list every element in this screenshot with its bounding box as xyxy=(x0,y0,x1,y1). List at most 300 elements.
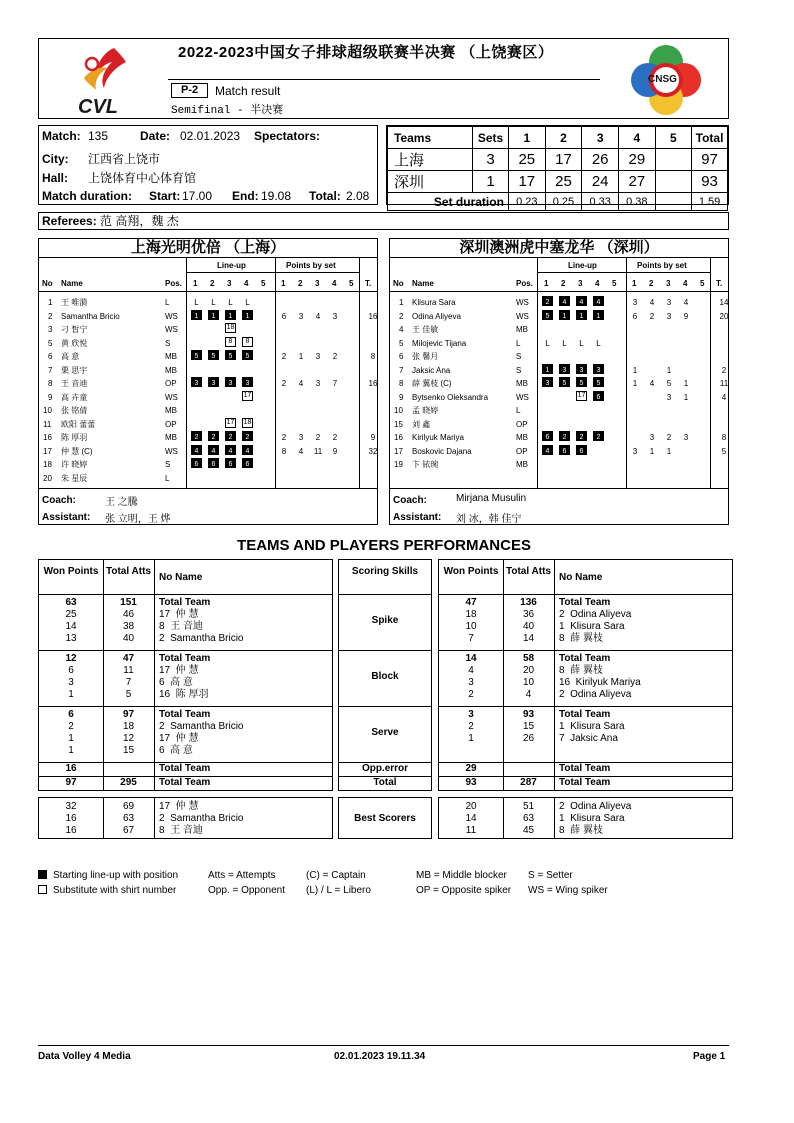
substitute-number: 18 xyxy=(226,324,235,331)
set-points: 5 xyxy=(666,379,672,388)
starting-position: 1 xyxy=(225,310,236,320)
lineup-header: Line-up xyxy=(568,261,597,270)
set-points: 3 xyxy=(298,433,304,442)
player-entry: 8 薛 翼枝 xyxy=(559,633,603,644)
starting-position: 5 xyxy=(208,350,219,360)
skill-name: Opp.error xyxy=(361,763,409,774)
player-position: WS xyxy=(516,311,529,321)
column-header: 2 xyxy=(649,279,654,288)
column-header: T. xyxy=(365,279,372,288)
divider xyxy=(339,706,431,707)
divider xyxy=(39,594,332,595)
legend-text: Opp. = Opponent xyxy=(208,885,286,896)
set-points: 2 xyxy=(281,352,287,361)
total-atts: 20 xyxy=(522,665,535,676)
won-points: 93 xyxy=(465,777,477,788)
player-number: 3 xyxy=(48,325,53,334)
divider xyxy=(390,488,728,489)
legend-text: (C) = Captain xyxy=(306,870,366,881)
player-row xyxy=(39,377,377,390)
assistant-names: 刘 冰，韩 佳宁 xyxy=(456,514,522,525)
column-header: 3 xyxy=(227,279,232,288)
player-name: Odina Aliyeva xyxy=(412,311,461,321)
set-points: 3 xyxy=(666,392,672,402)
set-points: 4 xyxy=(683,298,689,307)
cvl-logo-text: CVL xyxy=(78,96,118,118)
substitute-number: 17 xyxy=(226,418,235,426)
header-total-atts: Total Atts xyxy=(506,566,551,577)
total-atts: 97 xyxy=(122,709,135,720)
divider xyxy=(390,291,728,292)
divider xyxy=(339,650,431,651)
player-number: 5 xyxy=(399,338,404,348)
player-entry: 8 薛 翼枝 xyxy=(559,825,603,836)
libero-mark: L xyxy=(228,298,233,307)
performances-team-a xyxy=(38,559,333,791)
set-points: 2 xyxy=(332,433,338,442)
date-label: Date: xyxy=(140,129,171,143)
player-row xyxy=(390,391,728,404)
starting-position: 4 xyxy=(225,445,236,455)
footer-page: Page 1 xyxy=(693,1051,726,1062)
starting-position: 4 xyxy=(191,445,202,455)
libero-mark: L xyxy=(562,338,567,348)
starting-position: 2 xyxy=(542,296,553,306)
set-duration-label: Set duration xyxy=(388,193,509,211)
set-points: 1 xyxy=(298,352,304,361)
city-value: 江西省上饶市 xyxy=(88,152,161,166)
set-points: 6 xyxy=(281,311,287,321)
player-entry: 1 Klisura Sara xyxy=(559,621,625,632)
won-points: 13 xyxy=(65,633,77,644)
footer-timestamp: 02.01.2023 19.11.34 xyxy=(334,1051,426,1062)
player-entry: 2 Odina Aliyeva xyxy=(559,689,632,700)
starting-position: 4 xyxy=(576,296,587,306)
won-points: 7 xyxy=(468,633,474,644)
sets-cell: 26 xyxy=(582,149,619,171)
column-header: 3 xyxy=(666,279,671,288)
match-date: 02.01.2023 xyxy=(180,129,241,143)
player-entry: 2 Samantha Bricio xyxy=(159,633,244,644)
player-number: 15 xyxy=(394,419,403,429)
player-name: Jaksic Ana xyxy=(412,365,451,375)
player-row xyxy=(390,418,728,431)
column-header: Name xyxy=(61,279,83,288)
starting-position: 2 xyxy=(191,431,202,441)
empty-square-icon xyxy=(38,885,47,894)
won-points: 2 xyxy=(468,721,474,732)
set-points: 2 xyxy=(649,311,655,321)
player-name: 刁 皙宁 xyxy=(61,325,88,334)
starting-position: 6 xyxy=(593,391,604,401)
set-points: 1 xyxy=(666,446,672,456)
player-row xyxy=(390,350,728,363)
won-points: 2 xyxy=(468,689,474,700)
won-points: 14 xyxy=(65,621,77,632)
best-scorers-label-box xyxy=(338,797,432,839)
player-row xyxy=(390,431,728,444)
player-entry: 6 高 意 xyxy=(159,745,193,756)
total-points: 20 xyxy=(719,311,729,321)
page-title: 2022-2023中国女子排球超级联赛半决赛 （上饶赛区） xyxy=(178,44,554,61)
header-no-name: No Name xyxy=(559,572,603,583)
player-position: MB xyxy=(165,365,177,375)
starting-position: 2 xyxy=(242,431,253,441)
column-header: Name xyxy=(412,279,434,288)
filled-square-icon xyxy=(38,870,47,879)
starting-position: 2 xyxy=(208,431,219,441)
divider xyxy=(339,594,431,595)
starting-position: 4 xyxy=(208,445,219,455)
total-atts: 14 xyxy=(522,633,535,644)
player-entry: 8 薛 翼枝 xyxy=(559,665,603,676)
sets-cell: 24 xyxy=(582,171,619,193)
starting-position: 3 xyxy=(242,377,253,387)
player-number: 6 xyxy=(48,352,53,361)
best-scorers-label: Best Scorers xyxy=(354,813,416,824)
player-number: 19 xyxy=(394,460,403,469)
won-points: 1 xyxy=(68,733,74,744)
starting-position: 6 xyxy=(559,445,570,455)
player-entry: Total Team xyxy=(159,709,211,720)
set-duration: 0.25 xyxy=(545,193,582,211)
player-name: 薛 翼枝 (C) xyxy=(412,379,452,388)
starting-position: 5 xyxy=(242,350,253,360)
player-row xyxy=(390,323,728,336)
won-points: 25 xyxy=(65,609,77,620)
starting-position: 4 xyxy=(242,445,253,455)
total-atts: 51 xyxy=(522,801,535,812)
player-name: 仲 慧 (C) xyxy=(61,446,93,456)
starting-position: 1 xyxy=(242,310,253,320)
total-atts: 93 xyxy=(522,709,535,720)
referees-label: Referees: xyxy=(42,214,97,228)
set-points: 2 xyxy=(281,433,287,442)
player-row xyxy=(39,445,377,458)
sets-cell: 29 xyxy=(619,149,656,171)
set-points: 2 xyxy=(315,433,321,442)
start-value: 17.00 xyxy=(182,189,213,203)
starting-position: 5 xyxy=(576,377,587,387)
libero-mark: L xyxy=(211,298,216,307)
player-position: OP xyxy=(165,419,177,429)
player-entry: 17 仲 慧 xyxy=(159,733,199,744)
total-atts: 5 xyxy=(125,689,132,700)
starting-position: 6 xyxy=(225,458,236,468)
starting-position: 1 xyxy=(593,310,604,320)
player-position: S xyxy=(516,365,522,375)
player-name: 许 晓婷 xyxy=(61,460,88,469)
set-points: 2 xyxy=(666,433,672,442)
start-label: Start: xyxy=(149,189,181,203)
sets-cell: 25 xyxy=(508,149,545,171)
substitute-number: 18 xyxy=(243,418,252,426)
starting-position: 3 xyxy=(559,364,570,374)
total-atts: 46 xyxy=(122,609,135,620)
divider xyxy=(554,798,555,838)
won-points: 18 xyxy=(465,609,477,620)
team-total-label: Total Team xyxy=(559,777,611,788)
total-atts: 287 xyxy=(520,777,537,788)
player-position: OP xyxy=(516,446,528,456)
sets-head-2: 2 xyxy=(545,127,582,149)
column-header: 4 xyxy=(244,279,249,288)
player-entry: 17 仲 慧 xyxy=(159,665,199,676)
column-header: 1 xyxy=(632,279,637,288)
player-entry: 2 Samantha Bricio xyxy=(159,721,244,732)
player-row xyxy=(39,391,377,404)
substitute-number: 17 xyxy=(577,391,586,399)
set-points: 3 xyxy=(666,298,672,307)
player-entry: Total Team xyxy=(559,597,611,608)
total-atts: 10 xyxy=(522,677,535,688)
legend-text: Substitute with shirt number xyxy=(53,885,177,896)
player-name: 刘 鑫 xyxy=(412,419,431,429)
won-points: 2 xyxy=(68,721,74,732)
set-points: 1 xyxy=(632,365,638,375)
set-points: 9 xyxy=(683,311,689,321)
total-points: 14 xyxy=(719,298,729,307)
sets-cell xyxy=(655,149,691,171)
won-points: 16 xyxy=(65,825,77,836)
starting-position: 4 xyxy=(559,296,570,306)
player-name: 王 佳敏 xyxy=(412,325,439,334)
team-b-panel xyxy=(389,238,729,525)
total-atts: 295 xyxy=(120,777,137,788)
sets-cell: 3 xyxy=(473,149,509,171)
sets-cell: 17 xyxy=(508,171,545,193)
player-name: 王 唯漪 xyxy=(61,298,88,307)
legend-substitute xyxy=(38,885,176,896)
header-won-points: Won Points xyxy=(43,566,99,577)
sets-head-teams: Teams xyxy=(388,127,473,149)
total-atts: 40 xyxy=(522,621,535,632)
player-number: 2 xyxy=(399,311,404,321)
total-atts: 63 xyxy=(122,813,135,824)
player-name: 高 意 xyxy=(61,352,80,361)
column-header: 3 xyxy=(315,279,320,288)
player-position: S xyxy=(165,338,171,348)
total-atts: 136 xyxy=(520,597,537,608)
sets-cell: 1 xyxy=(473,171,509,193)
report-subtitle: Semifinal - 半决赛 xyxy=(171,105,284,117)
player-entry: Total Team xyxy=(159,653,211,664)
divider xyxy=(39,488,377,489)
player-position: MB xyxy=(516,433,528,442)
libero-mark: L xyxy=(596,338,601,348)
sets-team-b: 深圳 xyxy=(388,171,473,193)
player-position: OP xyxy=(165,379,177,388)
total-atts: 40 xyxy=(122,633,135,644)
total-atts: 67 xyxy=(122,825,135,836)
set-points: 4 xyxy=(315,311,321,321)
won-points: 63 xyxy=(65,597,77,608)
player-entry: Total Team xyxy=(559,653,611,664)
column-header: 4 xyxy=(683,279,688,288)
player-number: 16 xyxy=(394,433,403,442)
footer-rule xyxy=(38,1045,729,1046)
total-points: 32 xyxy=(368,446,378,456)
player-number: 4 xyxy=(399,325,404,334)
cvl-logo xyxy=(74,42,140,116)
team-total-label: Total Team xyxy=(159,763,211,774)
set-duration: 0.33 xyxy=(582,193,619,211)
set-points: 7 xyxy=(332,379,338,388)
match-info-box xyxy=(38,125,378,205)
player-position: MB xyxy=(516,460,528,469)
player-name: 陈 厚羽 xyxy=(61,433,88,442)
header-no-name: No Name xyxy=(159,572,203,583)
starting-position: 1 xyxy=(576,310,587,320)
assistant-label: Assistant: xyxy=(42,512,91,523)
won-points: 6 xyxy=(68,665,74,676)
referees-box xyxy=(38,212,729,230)
column-header: 5 xyxy=(261,279,266,288)
player-name: 张 铭倩 xyxy=(61,406,88,415)
starting-position: 5 xyxy=(593,377,604,387)
set-points: 2 xyxy=(332,352,338,361)
starting-position: 1 xyxy=(208,310,219,320)
player-position: WS xyxy=(165,325,178,334)
assistant-names: 张 立明，王 烨 xyxy=(105,514,171,525)
total-atts: 11 xyxy=(123,665,134,676)
player-row xyxy=(39,350,377,363)
player-entry: 2 Samantha Bricio xyxy=(159,813,244,824)
sets-table-box xyxy=(386,125,729,209)
won-points: 1 xyxy=(68,745,74,756)
won-points: 32 xyxy=(65,801,77,812)
won-points: 3 xyxy=(468,677,474,688)
divider xyxy=(439,594,732,595)
player-number: 6 xyxy=(399,352,404,361)
player-name: Kirilyuk Mariya xyxy=(412,433,465,442)
starting-position: 5 xyxy=(191,350,202,360)
coach-name: 王 之騰 xyxy=(105,497,138,508)
starting-position: 3 xyxy=(542,377,553,387)
set-points: 3 xyxy=(298,311,304,321)
starting-position: 3 xyxy=(225,377,236,387)
sets-cell: 93 xyxy=(692,171,728,193)
set-points: 3 xyxy=(666,311,672,321)
sets-cell: 17 xyxy=(545,149,582,171)
starting-position: 5 xyxy=(559,377,570,387)
divider xyxy=(154,798,155,838)
set-points: 1 xyxy=(683,379,689,388)
set-points: 1 xyxy=(683,392,689,402)
player-name: Klisura Sara xyxy=(412,298,456,307)
column-header: 5 xyxy=(349,279,354,288)
total-atts: 15 xyxy=(122,745,135,756)
performances-skills xyxy=(338,559,432,791)
coach-label: Coach: xyxy=(393,495,427,506)
report-kind: Match result xyxy=(215,84,281,98)
starting-position: 6 xyxy=(242,458,253,468)
column-header: 5 xyxy=(700,279,705,288)
set-points: 4 xyxy=(649,298,655,307)
lineup-header: Line-up xyxy=(217,261,246,270)
starting-position: 3 xyxy=(208,377,219,387)
player-number: 17 xyxy=(43,446,52,456)
skill-name: Block xyxy=(371,671,399,682)
player-number: 9 xyxy=(48,392,53,402)
substitute-number: 8 xyxy=(225,337,236,347)
won-points: 16 xyxy=(65,763,77,774)
won-points: 16 xyxy=(65,813,77,824)
player-position: WS xyxy=(516,392,529,402)
starting-position: 2 xyxy=(576,431,587,441)
player-row xyxy=(39,458,377,471)
player-entry: 2 Odina Aliyeva xyxy=(559,609,632,620)
total-points: 8 xyxy=(721,433,727,442)
match-label: Match: xyxy=(42,129,81,143)
player-position: L xyxy=(165,473,170,483)
city-label: City: xyxy=(42,152,69,166)
player-row xyxy=(390,310,728,323)
divider xyxy=(439,706,732,707)
duration-label: Match duration: xyxy=(42,189,132,203)
column-header: 5 xyxy=(612,279,617,288)
player-position: MB xyxy=(165,406,177,415)
won-points: 11 xyxy=(465,825,477,836)
divider xyxy=(39,291,377,292)
starting-position: 4 xyxy=(542,445,553,455)
libero-mark: L xyxy=(579,338,584,348)
legend-text: S = Setter xyxy=(528,870,573,881)
player-row xyxy=(39,418,377,431)
sets-head-sets: Sets xyxy=(473,127,509,149)
column-header: No xyxy=(42,279,53,288)
total-atts: 18 xyxy=(122,721,135,732)
player-number: 5 xyxy=(48,338,53,348)
player-name: Samantha Bricio xyxy=(61,311,120,321)
legend-text: Starting line-up with position xyxy=(53,870,179,881)
starting-position: 5 xyxy=(542,310,553,320)
player-number: 8 xyxy=(48,379,53,388)
player-number: 2 xyxy=(48,311,53,321)
points-header: Points by set xyxy=(637,261,687,270)
player-name: Milojevic Tijana xyxy=(412,338,467,348)
column-header: 4 xyxy=(332,279,337,288)
substitute-number: 8 xyxy=(242,337,253,347)
won-points: 14 xyxy=(465,813,477,824)
set-points: 11 xyxy=(313,446,323,456)
total-points: 2 xyxy=(721,365,727,375)
best-scorers-team-b xyxy=(438,797,733,839)
player-position: L xyxy=(165,298,170,307)
player-row xyxy=(390,296,728,309)
divider xyxy=(186,272,360,273)
starting-position: 6 xyxy=(208,458,219,468)
divider xyxy=(439,650,732,651)
starting-position: 3 xyxy=(191,377,202,387)
player-number: 1 xyxy=(399,298,404,307)
total-value: 2.08 xyxy=(346,189,370,203)
player-position: MB xyxy=(516,379,528,388)
team-total-label: Total Team xyxy=(159,777,211,788)
legend-text: OP = Opposite spiker xyxy=(416,885,512,896)
starting-position: 2 xyxy=(225,431,236,441)
hall-value: 上饶体育中心体育馆 xyxy=(88,171,197,185)
total-atts: 47 xyxy=(122,653,135,664)
total-points: 4 xyxy=(721,392,727,402)
sets-head-4: 4 xyxy=(619,127,656,149)
set-points: 4 xyxy=(649,379,655,388)
skill-name: Total xyxy=(373,777,397,788)
coach-name: Mirjana Musulin xyxy=(456,493,527,504)
set-duration xyxy=(655,193,691,211)
performances-title: TEAMS AND PLAYERS PERFORMANCES xyxy=(237,537,531,554)
player-row xyxy=(39,323,377,336)
